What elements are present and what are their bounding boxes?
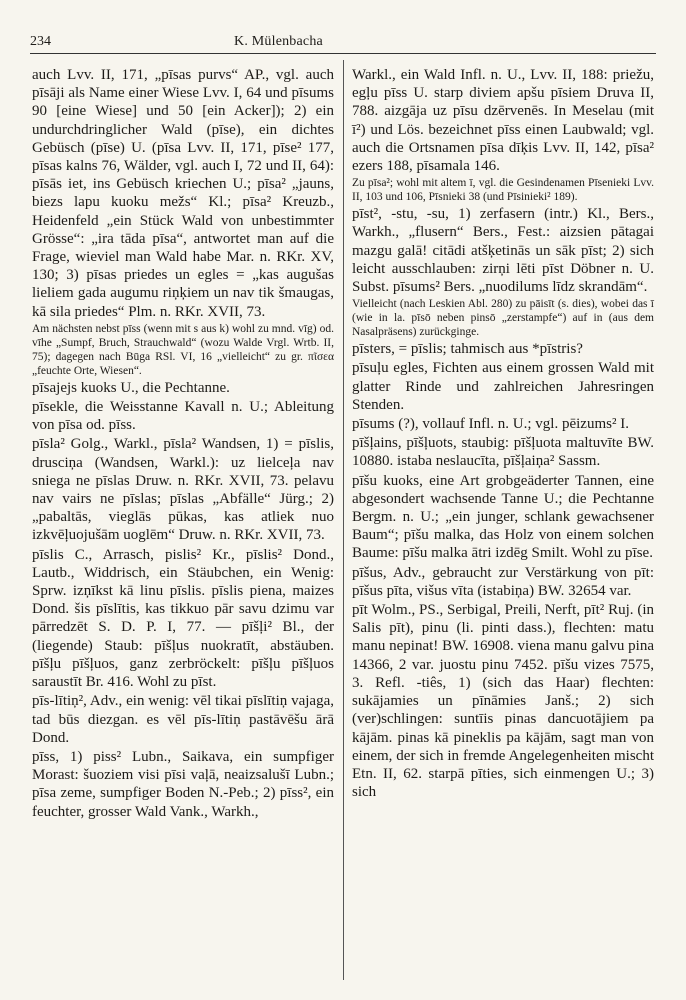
- entry-text: pīsuļu egles, Fichten aus einem grossen Wald mit glatter Rinde und zahlreichen Jahresringen Stenden.: [352, 360, 654, 413]
- entry-text: auch Lvv. II, 171, „pīsas purvs“ AP., vgl. auch pīsāji als Name einer Wiese Lvv. I, 64 und pīsums 90 [eine Wiese] und 50 [ein Acker]); 2) ein undurchdringlicher Wald (pīse), ein dichtes Gebüsch (pīse) U. (pīsa Lvv. II, 171, pīse² 177, pīsas kalns 76, Wälder, vgl. auch I, 72 und II, 64): pīsās iet, ins Gebüsch kriechen U.; pīsa² „jauns, biezs lapu kuoku mežs“ Kl.; pīsa² Kreuzb., Heidenfeld „ein Stück Wald von unbestimmter Grösse“: „ira tāda pīsa“, antwortet man auf die Frage, wieviel man Wald habe Mar. n. RKr. XV, 130; 3) pīsas priedes un egles = „kas augušas lieliem gada augumu riņķiem un nav tik šmaugas, kā sila priedes“ Plm. n. RKr. XVII, 73.: [32, 67, 334, 320]
- entry-text: pīsters, = pīslis; tahmisch aus *pīstris?: [352, 341, 583, 358]
- entry-text: pīs-lītiņ², Adv., ein wenig: vēl tikai pīslītiņ vajaga, tad būs diezgan. es vēl pīs-lītiņ pastāvēšu ārā Dond.: [32, 693, 334, 746]
- entry-text: pīss, 1) piss² Lubn., Saikava, ein sumpfiger Morast: šuoziem visi pīsi vaļā, neaizsalušī Lubn.; pīsa zeme, sumpfiger Boden N.-Peb.; 2) pīss², ein feuchter, grosser Wald Vank., Warkh.,: [32, 748, 334, 820]
- running-title: K. Mülenbacha: [234, 34, 323, 49]
- entry-text: Warkl., ein Wald Infl. n. U., Lvv. II, 188: priežu, egļu pīss U. starp diviem apšu pīsiem Druva II, 788. aizgāja uz pīsu dzērvenēs. In Meselau (mit ī²) und Lös. bezeichnet pīss einen Laubwald; vgl. auch die Ortsnamen pīsa dīķis Lvv. II, 142, pīsa² ezers 188, pīsamala 146.: [352, 67, 654, 175]
- entry-text: pīslis C., Arrasch, pislis² Kr., pīslis² Dond., Lautb., Widdrisch, ein Stäubchen, ein Wenig: Sprw. izņīkst kā linu pīslis. pīslis piena, maizes Dond. šis pīslītis, kas tikkuo pār savu dzimu var pārredzēt S. D. P. I, 77. — pīšļi² Bl., der (liegende) Staub: pīšļus nuokratīt, abstäuben. pīšļu pīšļuos, ganz zerbröckelt: pīšļu pīšļuos saraustīt Br. 416. Wohl zu pīst.: [32, 546, 334, 691]
- entry-text: pīst², -stu, -su, 1) zerfasern (intr.) Kl., Bers., Warkh., „flusern“ Bers., Fest.: aizsien pātagai mazgu galā! citādi atšķetinās un sāk pīst; 2) sich leicht ausschlauben: zirņi lēti pīst Döbner n. U. Subst. pīsums² Bers. „nuodilums līdz skrandām“.: [352, 206, 654, 296]
- entry-text: pīšļains, pīšļuots, staubig: pīšļuota maltuvīte BW. 10880. istaba neslaucīta, pīšļaiņa² Sassm.: [352, 435, 654, 470]
- entry-text: pīsums (?), vollauf Infl. n. U.; vgl. pēizums² I.: [352, 416, 629, 433]
- page-number: 234: [30, 34, 51, 49]
- left-column: [32, 66, 334, 822]
- entry-text: pīšu kuoks, eine Art grobgeäderter Tannen, eine abgesondert wachsende Tanne U.; die Pechtanne Bergm. n. U.; „ein junger, schlank gewachsener Baum“; pīšu malka, das Holz von einem solchen Baume: pīšu malka ātri izdēg Smilt. Wohl zu pīse.: [352, 472, 654, 562]
- entry-text: pīsekle, die Weisstanne Kavall n. U.; Ableitung von pīsa od. pīss.: [32, 399, 334, 434]
- right-column: [352, 66, 654, 802]
- page-header: [30, 28, 656, 54]
- column-divider: [343, 60, 344, 980]
- etymology-note: Vielleicht (nach Leskien Abl. 280) zu pāisīt (s. dies), wobei das ī (wie in la. pīsō neben pinsō „zerstampfe“) auf in (aus dem Nasalpräsens) zurückginge.: [352, 298, 654, 339]
- etymology-note: Zu pīsa²; wohl mit altem ī, vgl. die Gesindenamen Pīsenieki Lvv. II, 103 und 106, Pīsnieki 38 (und Pīsinieki² 189).: [352, 177, 654, 204]
- entry-text: pīt Wolm., PS., Serbigal, Preili, Nerft, pīt² Ruj. (in Salis pīt), pinu (li. pinti dass.), flechten: matu manu nepinat! BW. 16908. viena manu galvu pina 14366, 2 var. juostu pinu 7452. pīšu vizes 7575, 3. Refl. -tiês, 1) (sich das Haar) flechten: sukājamies un pīnāmies Janš.; 2) sich (ver)schlingen: suntīis pinas dancuotājiem pa kājām. pinas kā pineklis pa kājām, sagt man von einem, der sich in fremde Angelegenheiten mischt Etn. II, 62. starpā pīties, sich einmengen U.; 3) sich: [352, 602, 654, 801]
- entry-text: pīšus, Adv., gebraucht zur Verstärkung von pīt: pīšus pīta, višus vīta (istabiņa) BW. 32654 var.: [352, 564, 654, 599]
- etymology-note: Am nächsten nebst pīss (wenn mit s aus k) wohl zu mnd. vīg) od. vīhe „Sumpf, Bruch, Strauchwald“ (wozu Walde Vrgl. Wrtb. II, 75); dagegen nach Būga RSl. VI, 16 „vielleicht“ zu gr. πῖσεα „feuchte Orte, Wiesen“.: [32, 322, 334, 377]
- entry-text: pīsla² Golg., Warkl., pīsla² Wandsen, 1) = pīslis, drusciņa (Wandsen, Warkl.): uz lielceļa nav sniega ne pīslas Druw. n. RKr. XVII, 73. pelavu nav vairs ne pīslas; pīslas „Abfälle“ Jürg.; 2) „pabaltās, vieglās pūkas, kas atliek nuo izkvēļuojušām uoglēm“ Druw. n. RKr. XVII, 73.: [32, 436, 334, 544]
- entry-text: pīsajejs kuoks U., die Pechtanne.: [32, 379, 230, 396]
